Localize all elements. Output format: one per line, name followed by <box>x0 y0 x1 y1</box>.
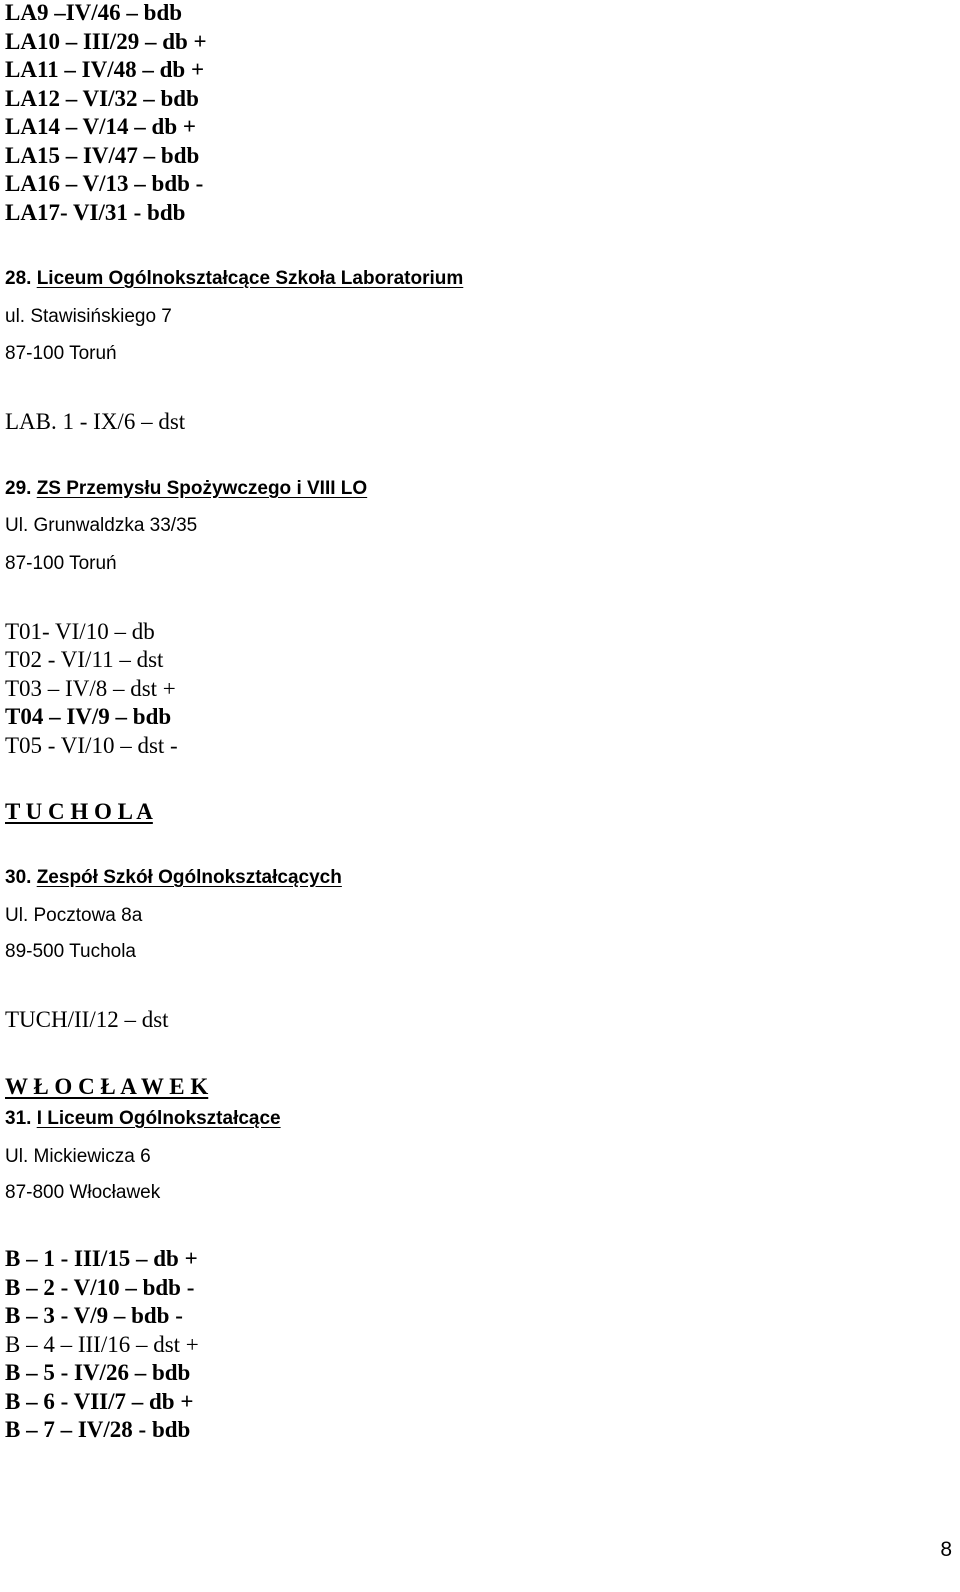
class-code-line: LA11 – IV/48 – db + <box>5 57 205 82</box>
class-code-line: B – 2 - V/10 – bdb - <box>5 1275 195 1300</box>
class-code-line: LA16 – V/13 – bdb - <box>5 171 204 196</box>
school-city: 87-800 Włocławek <box>5 1182 161 1203</box>
class-code-line: LAB. 1 - IX/6 – dst <box>5 409 186 434</box>
class-code-line: T05 - VI/10 – dst - <box>5 733 178 758</box>
class-code-line: LA15 – IV/47 – bdb <box>5 143 200 168</box>
city-heading-tuchola: T U C H O L A <box>5 799 153 824</box>
class-code-line: B – 7 – IV/28 - bdb <box>5 1417 191 1442</box>
class-code-line: T04 – IV/9 – bdb <box>5 704 172 729</box>
school-street: Ul. Mickiewicza 6 <box>5 1146 151 1167</box>
school-heading <box>5 1108 281 1130</box>
school-city: 87-100 Toruń <box>5 553 117 574</box>
class-code-line: LA14 – V/14 – db + <box>5 114 196 139</box>
class-code-line: LA10 – III/29 – db + <box>5 29 207 54</box>
school-heading <box>5 268 463 290</box>
page-number: 8 <box>940 1538 952 1561</box>
school-city: 87-100 Toruń <box>5 343 117 364</box>
school-city: 89-500 Tuchola <box>5 941 136 962</box>
city-heading-wloclawek: W Ł O C Ł A W E K <box>5 1074 209 1099</box>
class-code-line: LA9 –IV/46 – bdb <box>5 0 183 25</box>
school-number: 29. <box>5 478 32 499</box>
school-name: Liceum Ogólnokształcące Szkoła Laboratorium <box>36 268 464 289</box>
class-code-line: B – 4 – III/16 – dst + <box>5 1332 199 1357</box>
class-code-line: LA12 – VI/32 – bdb <box>5 86 199 111</box>
school-number: 31. <box>5 1108 32 1129</box>
school-street: ul. Stawisińskiego 7 <box>5 306 172 327</box>
class-code-line: T03 – IV/8 – dst + <box>5 676 176 701</box>
class-code-line: LA17- VI/31 - bdb <box>5 200 186 225</box>
school-street: Ul. Grunwaldzka 33/35 <box>5 515 198 536</box>
school-heading <box>5 867 342 889</box>
school-name: ZS Przemysłu Spożywczego i VIII LO <box>36 478 368 499</box>
class-code-line: B – 5 - IV/26 – bdb <box>5 1360 191 1385</box>
class-code-line: TUCH/II/12 – dst <box>5 1007 169 1032</box>
class-code-line: T02 - VI/11 – dst <box>5 647 164 672</box>
school-name: I Liceum Ogólnokształcące <box>36 1108 281 1129</box>
school-number: 30. <box>5 867 32 888</box>
school-number: 28. <box>5 268 32 289</box>
school-name: Zespół Szkół Ogólnokształcących <box>36 867 342 888</box>
class-code-line: B – 6 - VII/7 – db + <box>5 1389 194 1414</box>
school-street: Ul. Pocztowa 8a <box>5 905 143 926</box>
class-code-line: T01- VI/10 – db <box>5 619 155 644</box>
school-heading <box>5 478 367 500</box>
class-code-line: B – 1 - III/15 – db + <box>5 1246 198 1271</box>
class-code-line: B – 3 - V/9 – bdb - <box>5 1303 183 1328</box>
